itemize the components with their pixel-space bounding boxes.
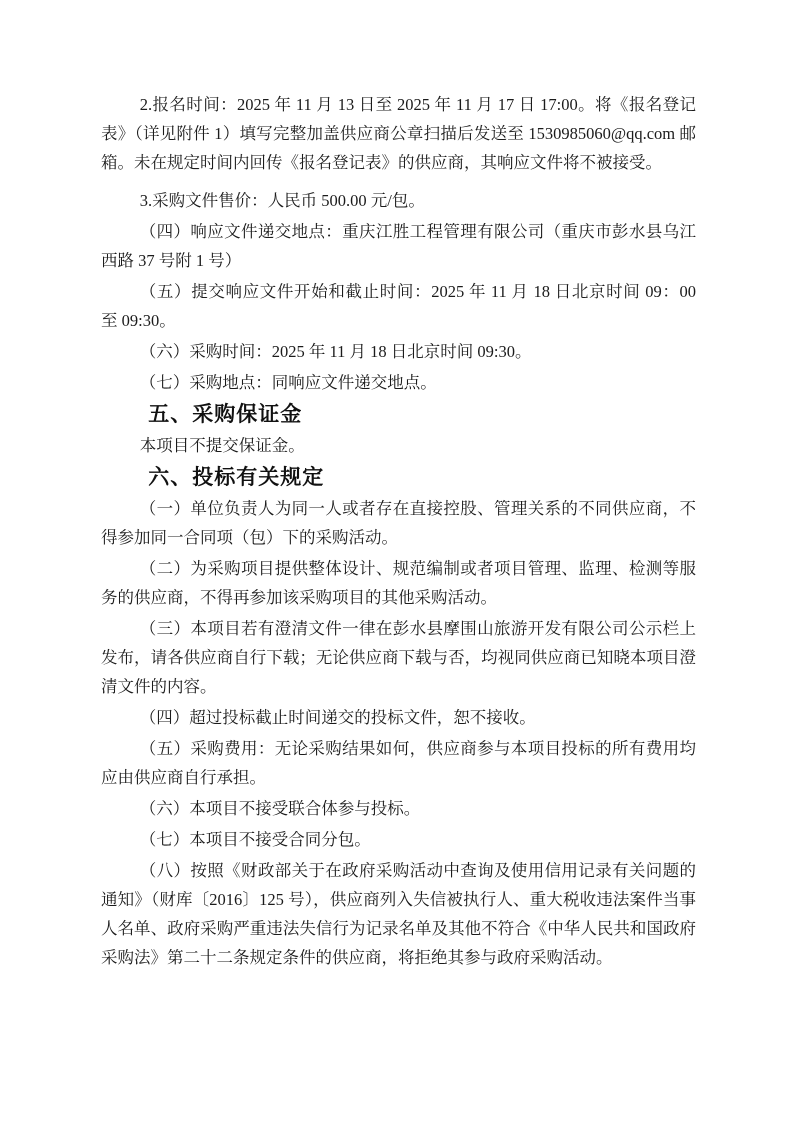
paragraph-rule-1: （一）单位负责人为同一人或者存在直接控股、管理关系的不同供应商，不得参加同一合同项（包）下的采购活动。 — [101, 499, 696, 547]
paragraph-rule-7: （七）本项目不接受合同分包。 — [139, 830, 371, 849]
paragraph-rule-3: （三）本项目若有澄清文件一律在彭水县摩围山旅游开发有限公司公示栏上发布，请各供应商自行下载；无论供应商下载与否，均视同供应商已知晓本项目澄清文件的内容。 — [101, 619, 696, 696]
paragraph-rule-4: （四）超过投标截止时间递交的投标文件，恕不接收。 — [139, 708, 536, 727]
paragraph-submission-deadline: （五）提交响应文件开始和截止时间：2025 年 11 月 18 日北京时间 09：00 至 09:30。 — [101, 282, 696, 330]
paragraph-submission-address: （四）响应文件递交地点：重庆江胜工程管理有限公司（重庆市彭水县乌江西路 37 号附 1 号） — [101, 222, 696, 270]
section-heading-bid-rules: 六、投标有关规定 — [148, 465, 325, 489]
paragraph-rule-6: （六）本项目不接受联合体参与投标。 — [139, 799, 421, 818]
paragraph-rule-5: （五）采购费用：无论采购结果如何，供应商参与本项目投标的所有费用均应由供应商自行承担。 — [101, 739, 696, 787]
section-heading-deposit: 五、采购保证金 — [148, 402, 303, 426]
paragraph-no-deposit: 本项目不提交保证金。 — [139, 436, 305, 455]
paragraph-procurement-location: （七）采购地点：同响应文件递交地点。 — [139, 373, 437, 392]
paragraph-registration-time: 2.报名时间：2025 年 11 月 13 日至 2025 年 11 月 17 日 17:00。将《报名登记表》（详见附件 1）填写完整加盖供应商公章扫描后发送至 1530985060@qq.com 邮箱。未在规定时间内回传《报名登记表》的供应商，其响应文件将不被接受。 — [101, 95, 696, 172]
paragraph-document-price: 3.采购文件售价：人民币 500.00 元/包。 — [139, 191, 425, 210]
paragraph-rule-8: （八）按照《财政部关于在政府采购活动中查询及使用信用记录有关问题的通知》（财库〔2016〕125 号），供应商列入失信被执行人、重大税收违法案件当事人名单、政府采购严重违法失信行为记录名单及其他不符合《中华人民共和国政府采购法》第二十二条规定条件的供应商，将拒绝其参与政府采购活动。 — [101, 861, 696, 967]
paragraph-procurement-time: （六）采购时间：2025 年 11 月 18 日北京时间 09:30。 — [139, 342, 532, 361]
paragraph-rule-2: （二）为采购项目提供整体设计、规范编制或者项目管理、监理、检测等服务的供应商，不得再参加该采购项目的其他采购活动。 — [101, 559, 696, 607]
